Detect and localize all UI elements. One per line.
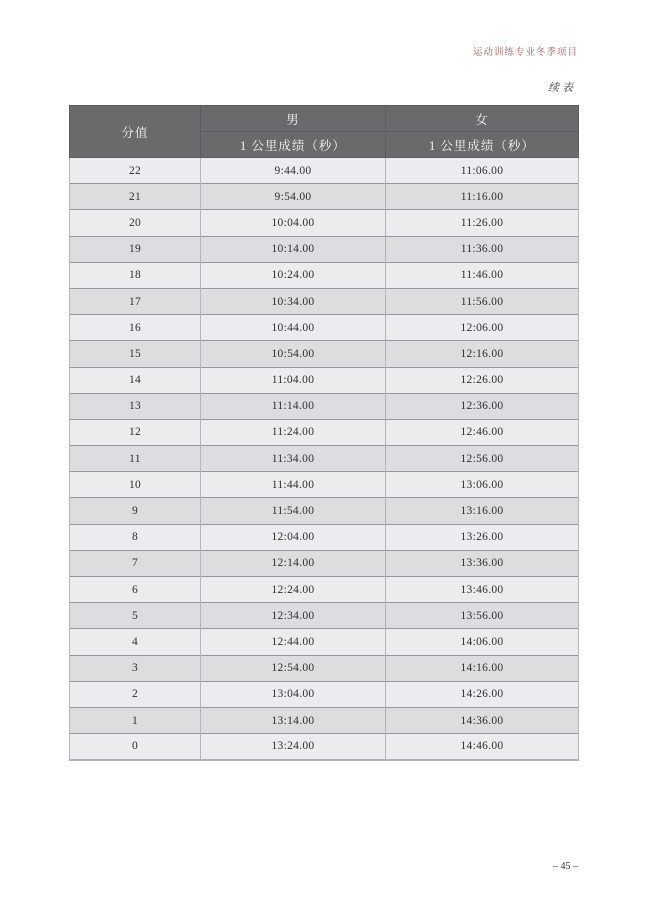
female-time-cell: 12:36.00 <box>386 393 579 419</box>
female-time-cell: 11:16.00 <box>386 184 579 210</box>
table-row <box>70 419 579 445</box>
table-row <box>70 315 579 341</box>
score-cell: 13 <box>70 393 201 419</box>
male-time-cell: 12:04.00 <box>201 524 386 550</box>
score-cell: 0 <box>70 734 201 760</box>
score-cell: 1 <box>70 707 201 733</box>
table-row <box>70 655 579 681</box>
table-row <box>70 210 579 236</box>
female-time-cell: 12:16.00 <box>386 341 579 367</box>
score-table <box>69 105 579 761</box>
col-header-female: 女 <box>386 106 579 132</box>
female-time-cell: 13:36.00 <box>386 550 579 576</box>
male-time-cell: 12:54.00 <box>201 655 386 681</box>
male-time-cell: 13:24.00 <box>201 734 386 760</box>
score-cell: 12 <box>70 419 201 445</box>
male-time-cell: 11:24.00 <box>201 419 386 445</box>
col-header-score: 分值 <box>70 106 201 158</box>
table-row <box>70 629 579 655</box>
male-time-cell: 12:24.00 <box>201 577 386 603</box>
female-time-cell: 11:56.00 <box>386 288 579 314</box>
score-table-body <box>70 158 579 760</box>
table-row <box>70 184 579 210</box>
female-time-cell: 11:26.00 <box>386 210 579 236</box>
subheader-female-event: 1 公里成绩（秒） <box>386 132 579 158</box>
col-header-male: 男 <box>201 106 386 132</box>
table-row <box>70 707 579 733</box>
subheader-male-event: 1 公里成绩（秒） <box>201 132 386 158</box>
score-cell: 21 <box>70 184 201 210</box>
female-time-cell: 14:26.00 <box>386 681 579 707</box>
female-time-cell: 11:06.00 <box>386 158 579 184</box>
male-time-cell: 10:54.00 <box>201 341 386 367</box>
table-row <box>70 288 579 314</box>
male-time-cell: 10:24.00 <box>201 262 386 288</box>
table-row <box>70 550 579 576</box>
male-time-cell: 10:04.00 <box>201 210 386 236</box>
score-cell: 15 <box>70 341 201 367</box>
female-time-cell: 13:06.00 <box>386 472 579 498</box>
female-time-cell: 14:06.00 <box>386 629 579 655</box>
table-row <box>70 236 579 262</box>
female-time-cell: 11:36.00 <box>386 236 579 262</box>
score-cell: 10 <box>70 472 201 498</box>
female-time-cell: 13:16.00 <box>386 498 579 524</box>
female-time-cell: 12:26.00 <box>386 367 579 393</box>
female-time-cell: 12:46.00 <box>386 419 579 445</box>
page-number: – 45 – <box>553 861 578 872</box>
female-time-cell: 14:46.00 <box>386 734 579 760</box>
table-row <box>70 367 579 393</box>
male-time-cell: 12:34.00 <box>201 603 386 629</box>
table-row <box>70 158 579 184</box>
score-cell: 2 <box>70 681 201 707</box>
score-cell: 5 <box>70 603 201 629</box>
score-cell: 8 <box>70 524 201 550</box>
score-cell: 18 <box>70 262 201 288</box>
continued-table-label: 续表 <box>548 82 576 94</box>
score-cell: 3 <box>70 655 201 681</box>
score-cell: 11 <box>70 446 201 472</box>
score-cell: 16 <box>70 315 201 341</box>
male-time-cell: 10:44.00 <box>201 315 386 341</box>
table-row <box>70 734 579 760</box>
female-time-cell: 13:26.00 <box>386 524 579 550</box>
score-cell: 19 <box>70 236 201 262</box>
table-row <box>70 681 579 707</box>
male-time-cell: 11:14.00 <box>201 393 386 419</box>
score-cell: 22 <box>70 158 201 184</box>
female-time-cell: 13:56.00 <box>386 603 579 629</box>
table-row <box>70 341 579 367</box>
male-time-cell: 11:44.00 <box>201 472 386 498</box>
male-time-cell: 9:44.00 <box>201 158 386 184</box>
table-row <box>70 524 579 550</box>
female-time-cell: 14:36.00 <box>386 707 579 733</box>
table-row <box>70 393 579 419</box>
male-time-cell: 12:14.00 <box>201 550 386 576</box>
male-time-cell: 10:34.00 <box>201 288 386 314</box>
female-time-cell: 14:16.00 <box>386 655 579 681</box>
score-cell: 6 <box>70 577 201 603</box>
female-time-cell: 12:56.00 <box>386 446 579 472</box>
score-cell: 14 <box>70 367 201 393</box>
female-time-cell: 11:46.00 <box>386 262 579 288</box>
table-row <box>70 577 579 603</box>
male-time-cell: 11:04.00 <box>201 367 386 393</box>
score-cell: 7 <box>70 550 201 576</box>
score-cell: 17 <box>70 288 201 314</box>
male-time-cell: 11:34.00 <box>201 446 386 472</box>
male-time-cell: 12:44.00 <box>201 629 386 655</box>
table-row <box>70 262 579 288</box>
score-cell: 20 <box>70 210 201 236</box>
running-header: 运动训练专业冬季项目 <box>472 48 578 58</box>
table-row <box>70 603 579 629</box>
male-time-cell: 13:14.00 <box>201 707 386 733</box>
male-time-cell: 10:14.00 <box>201 236 386 262</box>
table-row <box>70 446 579 472</box>
female-time-cell: 13:46.00 <box>386 577 579 603</box>
score-cell: 4 <box>70 629 201 655</box>
header-row-gender <box>70 106 579 132</box>
male-time-cell: 9:54.00 <box>201 184 386 210</box>
male-time-cell: 13:04.00 <box>201 681 386 707</box>
score-table-header <box>70 106 579 158</box>
score-cell: 9 <box>70 498 201 524</box>
table-row <box>70 498 579 524</box>
male-time-cell: 11:54.00 <box>201 498 386 524</box>
table-row <box>70 472 579 498</box>
female-time-cell: 12:06.00 <box>386 315 579 341</box>
